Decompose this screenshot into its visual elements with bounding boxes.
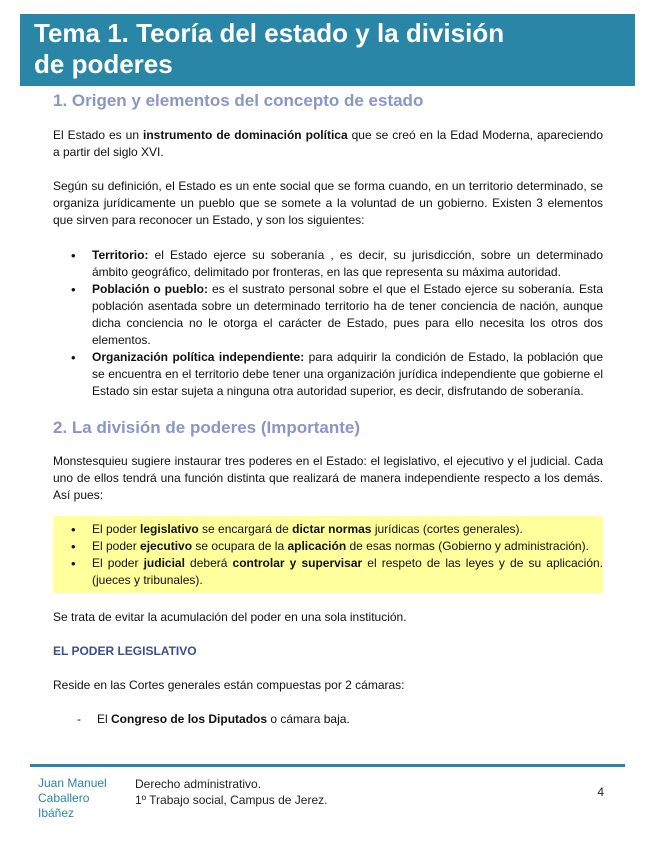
- list-item: • Organización política independiente: para adquirir la condición de Estado, la población que se encuentra en el territorio debe tener una organización jurídica independiente que gobierne el Estado sin estar sujeta a ninguna otra autoridad superior, es decir, disfrutando de soberanía.: [53, 349, 603, 400]
- list-item: • El poder ejecutivo se ocupara de la aplicación de esas normas (Gobierno y administración).: [53, 538, 603, 555]
- state-elements-list: [53, 247, 603, 400]
- page-title-line-2: de poderes: [34, 49, 173, 79]
- dash-list-item: - El Congreso de los Diputados o cámara baja.: [77, 712, 350, 726]
- section-1-paragraph-1: El Estado es un instrumento de dominación política que se creó en la Edad Moderna, apareciendo a partir del siglo XVI.: [53, 128, 604, 159]
- section-2-paragraph-1: Monstesquieu sugiere instaurar tres poderes en el Estado: el legislativo, el ejecutivo y el judicial. Cada uno de ellos tendrá una función distinta que realizará de manera independiente respecto a los demás. Así pues:: [53, 454, 603, 502]
- footer-author: Juan Manuel Caballero Ibáñez: [38, 776, 107, 820]
- page-number: 4: [597, 785, 604, 799]
- section-2-paragraph-2: Se trata de evitar la acumulación del poder en una sola institución.: [53, 610, 407, 624]
- section-1-heading: 1. Origen y elementos del concepto de estado: [53, 91, 424, 110]
- document-body: [53, 90, 603, 728]
- list-item: • Territorio: el Estado ejerce su soberanía , es decir, su jurisdicción, sobre un determinado ámbito geográfico, delimitado por fronteras, en las que representa su máxima autoridad.: [53, 247, 603, 281]
- dash-marker: -: [77, 712, 81, 726]
- section-2-paragraph-3: Reside en las Cortes generales están compuestas por 2 cámaras:: [53, 678, 405, 692]
- footer-divider: [30, 764, 625, 767]
- page-title-banner: [20, 14, 635, 86]
- list-item: • El poder judicial deberá controlar y supervisar el respeto de las leyes y de su aplicación. (jueces y tribunales).: [53, 555, 603, 589]
- powers-list: [53, 521, 603, 589]
- legislative-power-heading: EL PODER LEGISLATIVO: [53, 644, 197, 658]
- page-title-line-1: Tema 1. Teoría del estado y la división: [34, 18, 505, 48]
- bold-phrase: instrumento de dominación política: [143, 128, 348, 142]
- highlighted-block: [53, 516, 603, 593]
- footer-course-info: Derecho administrativo. 1º Trabajo social, Campus de Jerez.: [135, 777, 328, 807]
- section-1-paragraph-2: Según su definición, el Estado es un ente social que se forma cuando, en un territorio determinado, se organiza jurídicamente un pueblo que se somete a la voluntad de un gobierno. Existen 3 elementos que sirven para reconocer un Estado, y son los siguientes:: [53, 179, 603, 227]
- section-2-heading: 2. La división de poderes (Importante): [53, 418, 360, 437]
- list-item: • Población o pueblo: es el sustrato personal sobre el que el Estado ejerce su soberanía. Esta población asentada sobre un determinado territorio ha de tener conciencia de nación, aunque dicha conciencia no le otorga el carácter de Estado, pues para ello necesita los otros dos elementos.: [53, 281, 603, 349]
- list-item: • El poder legislativo se encargará de dictar normas jurídicas (cortes generales).: [53, 521, 603, 538]
